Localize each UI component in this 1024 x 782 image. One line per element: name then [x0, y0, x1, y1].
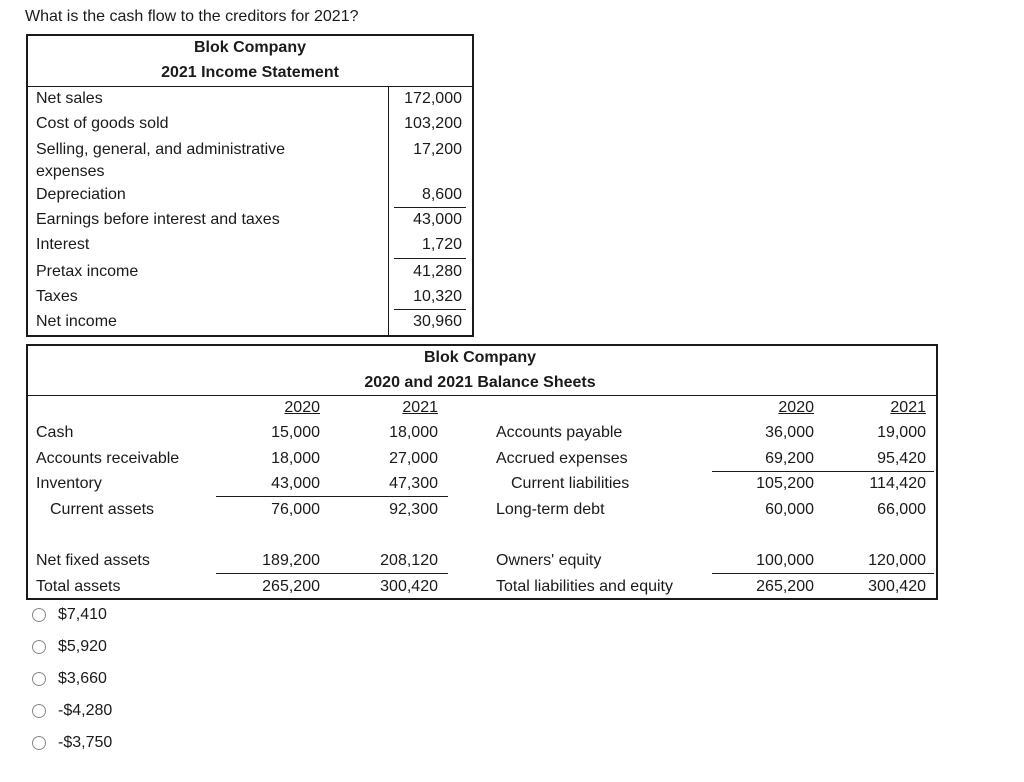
- is-label-interest: Interest: [36, 236, 90, 253]
- bs-nfa-2021: 208,120: [380, 552, 438, 569]
- is-label-sga-cont: expenses: [36, 163, 105, 180]
- bs-label-net-fixed-assets: Net fixed assets: [36, 552, 150, 569]
- answer-option-label: $3,660: [58, 670, 107, 687]
- radio-button-icon[interactable]: [32, 608, 46, 622]
- bs-ltd-2021: 66,000: [877, 501, 926, 518]
- bs-inventory-2020: 43,000: [271, 475, 320, 492]
- bs-label-accrued-expenses: Accrued expenses: [496, 450, 628, 467]
- bs-tle-2020: 265,200: [756, 578, 814, 595]
- is-value-depreciation: 8,600: [421, 186, 462, 203]
- bs-label-current-liabilities: Current liabilities: [511, 475, 630, 492]
- bs-label-accounts-receivable: Accounts receivable: [36, 450, 180, 467]
- bs-label-inventory: Inventory: [36, 475, 102, 492]
- is-value-sga: 17,200: [413, 141, 462, 158]
- bs-oe-2021: 120,000: [868, 552, 926, 569]
- is-label-ebit: Earnings before interest and taxes: [36, 211, 280, 228]
- is-label-cogs: Cost of goods sold: [36, 115, 169, 132]
- is-value-pretax: 41,280: [413, 263, 462, 280]
- bs-current-assets-2020: 76,000: [271, 501, 320, 518]
- bs-total-assets-2021: 300,420: [380, 578, 438, 595]
- bs-ltd-2020: 60,000: [765, 501, 814, 518]
- is-label-pretax: Pretax income: [36, 263, 139, 280]
- bs-cash-2021: 18,000: [389, 424, 438, 441]
- is-label-net-sales: Net sales: [36, 90, 103, 107]
- income-statement-company: Blok Company: [193, 39, 306, 56]
- answer-option-label: $7,410: [58, 606, 107, 623]
- bs-cash-2020: 15,000: [271, 424, 320, 441]
- bs-label-long-term-debt: Long-term debt: [496, 501, 605, 518]
- bs-label-owners-equity: Owners' equity: [496, 552, 602, 569]
- bs-liab-year-2021: 2021: [890, 399, 926, 416]
- balance-sheet-company: Blok Company: [423, 349, 536, 366]
- is-label-taxes: Taxes: [36, 288, 78, 305]
- bs-accrued-2020: 69,200: [765, 450, 814, 467]
- bs-inventory-2021: 47,300: [389, 475, 438, 492]
- answer-option-4[interactable]: [32, 702, 112, 720]
- is-value-net-income: 30,960: [413, 313, 462, 330]
- bs-cl-2020: 105,200: [756, 475, 814, 492]
- is-label-net-income: Net income: [36, 313, 117, 330]
- bs-accrued-2021: 95,420: [877, 450, 926, 467]
- bs-ap-2020: 36,000: [765, 424, 814, 441]
- bs-ap-2021: 19,000: [877, 424, 926, 441]
- bs-ar-2021: 27,000: [389, 450, 438, 467]
- question-text: What is the cash flow to the creditors for 2021?: [25, 8, 359, 25]
- bs-assets-year-2021: 2021: [402, 399, 438, 416]
- bs-liab-year-2020: 2020: [778, 399, 814, 416]
- is-value-taxes: 10,320: [413, 288, 462, 305]
- bs-tle-2021: 300,420: [868, 578, 926, 595]
- income-statement-title: 2021 Income Statement: [161, 64, 339, 81]
- bs-label-cash: Cash: [36, 424, 74, 441]
- bs-label-total-assets: Total assets: [36, 578, 121, 595]
- radio-button-icon[interactable]: [32, 640, 46, 654]
- is-value-net-sales: 172,000: [404, 90, 462, 107]
- is-value-interest: 1,720: [421, 236, 462, 253]
- balance-sheet-title: 2020 and 2021 Balance Sheets: [364, 374, 596, 391]
- answer-option-1[interactable]: [32, 606, 107, 624]
- is-value-ebit: 43,000: [413, 211, 462, 228]
- answer-option-label: -$3,750: [58, 734, 113, 751]
- radio-button-icon[interactable]: [32, 672, 46, 686]
- bs-label-total-liabilities-equity: Total liabilities and equity: [496, 578, 673, 595]
- answer-option-label: -$4,280: [58, 702, 113, 719]
- is-value-cogs: 103,200: [404, 115, 462, 132]
- answer-option-3[interactable]: [32, 670, 107, 688]
- bs-current-assets-2021: 92,300: [389, 501, 438, 518]
- bs-nfa-2020: 189,200: [262, 552, 320, 569]
- bs-total-assets-2020: 265,200: [262, 578, 320, 595]
- answer-option-2[interactable]: [32, 638, 107, 656]
- bs-cl-2021: 114,420: [869, 475, 926, 492]
- bs-label-current-assets: Current assets: [50, 501, 155, 518]
- is-label-sga: Selling, general, and administrative: [36, 141, 286, 158]
- answer-option-5[interactable]: [32, 734, 112, 752]
- bs-ar-2020: 18,000: [271, 450, 320, 467]
- bs-label-accounts-payable: Accounts payable: [496, 424, 623, 441]
- bs-assets-year-2020: 2020: [284, 399, 320, 416]
- radio-button-icon[interactable]: [32, 736, 46, 750]
- radio-button-icon[interactable]: [32, 704, 46, 718]
- bs-oe-2020: 100,000: [756, 552, 814, 569]
- is-label-depreciation: Depreciation: [36, 186, 126, 203]
- answer-option-label: $5,920: [58, 638, 107, 655]
